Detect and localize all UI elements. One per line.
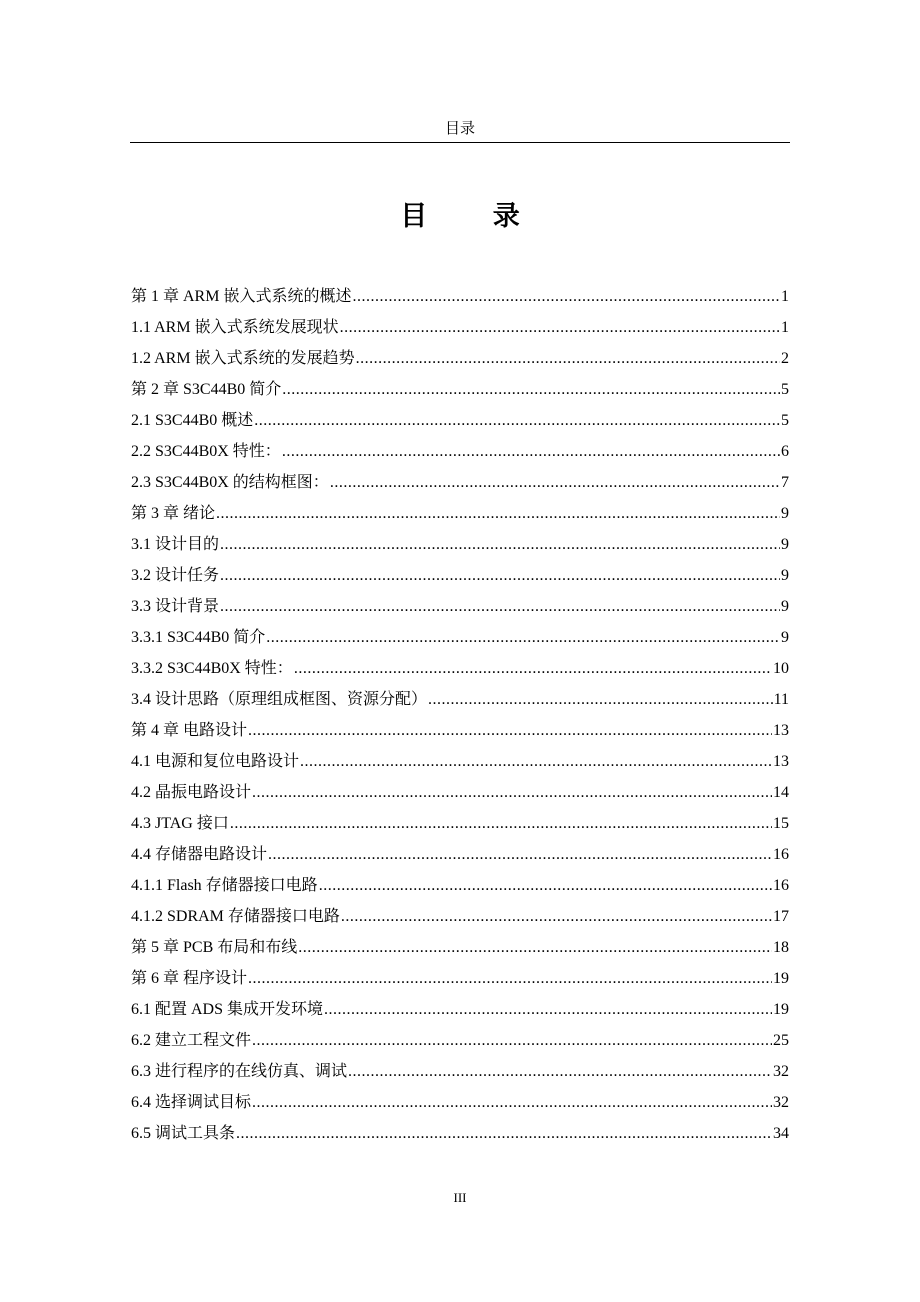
toc-entry-page: 18 <box>773 939 789 956</box>
page-title: 目 录 <box>400 201 548 232</box>
toc-entry[interactable] <box>131 377 789 408</box>
toc-leader-dots <box>236 1121 772 1147</box>
toc-entry[interactable] <box>131 842 789 873</box>
toc-leader-dots <box>352 284 780 310</box>
toc-entry-label: 6.4 选择调试目标 <box>131 1094 252 1111</box>
toc-leader-dots <box>330 470 780 496</box>
toc-leader-dots <box>324 997 772 1023</box>
toc-entry-page: 1 <box>781 288 789 305</box>
toc-entry-label: 4.2 晶振电路设计 <box>131 784 252 801</box>
toc-leader-dots <box>266 625 780 651</box>
toc-leader-dots <box>252 1028 772 1054</box>
toc-entry-label: 4.1.2 SDRAM 存储器接口电路 <box>131 908 340 925</box>
toc-entry-page: 19 <box>773 970 789 987</box>
toc-entry-label: 3.2 设计任务 <box>131 567 220 584</box>
toc-leader-dots <box>356 346 780 372</box>
toc-entry-page: 5 <box>781 381 789 398</box>
toc-entry-page: 11 <box>773 691 789 708</box>
toc-entry-page: 17 <box>773 908 789 925</box>
toc-entry-page: 2 <box>781 350 789 367</box>
toc-entry-label: 4.1.1 Flash 存储器接口电路 <box>131 877 318 894</box>
toc-entry-page: 19 <box>773 1001 789 1018</box>
running-header: 目录 <box>444 121 475 137</box>
toc-entry-page: 32 <box>773 1094 789 1111</box>
toc-entry-page: 13 <box>773 722 789 739</box>
toc-entry-page: 16 <box>773 877 789 894</box>
toc-entry[interactable] <box>131 1090 789 1121</box>
toc-entry[interactable] <box>131 687 789 718</box>
footer-page-number: III <box>453 1190 467 1205</box>
toc-entry-page: 32 <box>773 1063 789 1080</box>
toc-entry[interactable] <box>131 625 789 656</box>
toc-entry[interactable] <box>131 470 789 501</box>
toc-entry-label: 6.3 进行程序的在线仿真、调试 <box>131 1063 348 1080</box>
toc-leader-dots <box>282 377 780 403</box>
toc-leader-dots <box>252 1090 772 1116</box>
toc-entry-label: 6.1 配置 ADS 集成开发环境 <box>131 1001 324 1018</box>
toc-entry-label: 6.5 调试工具条 <box>131 1125 236 1142</box>
toc-entry[interactable] <box>131 935 789 966</box>
toc-entry[interactable] <box>131 718 789 749</box>
toc-entry[interactable] <box>131 1059 789 1090</box>
toc-entry-label: 3.4 设计思路（原理组成框图、资源分配） <box>131 691 428 708</box>
toc-entry[interactable] <box>131 408 789 439</box>
toc-entry-page: 15 <box>773 815 789 832</box>
toc-entry-label: 第 4 章 电路设计 <box>131 722 248 739</box>
toc-entry-page: 10 <box>773 660 789 677</box>
toc-leader-dots <box>248 718 772 744</box>
toc-entry[interactable] <box>131 594 789 625</box>
toc-entry-label: 第 6 章 程序设计 <box>131 970 248 987</box>
toc-entry[interactable] <box>131 656 789 687</box>
toc-entry-label: 1.1 ARM 嵌入式系统发展现状 <box>131 319 339 336</box>
toc-entry-page: 9 <box>781 536 789 553</box>
toc-entry-page: 9 <box>781 598 789 615</box>
toc-entry-page: 1 <box>781 319 789 336</box>
toc-entry[interactable] <box>131 284 789 315</box>
toc-leader-dots <box>268 842 772 868</box>
toc-leader-dots <box>220 594 780 620</box>
toc-leader-dots <box>252 780 772 806</box>
toc-entry-page: 9 <box>781 505 789 522</box>
toc-entry-page: 25 <box>773 1032 789 1049</box>
toc-leader-dots <box>282 439 780 465</box>
toc-leader-dots <box>300 749 772 775</box>
toc-entry-label: 第 2 章 S3C44B0 简介 <box>131 381 282 398</box>
toc-entry-page: 13 <box>773 753 789 770</box>
toc-leader-dots <box>248 966 772 992</box>
toc-entry[interactable] <box>131 1028 789 1059</box>
toc-entry[interactable] <box>131 1121 789 1152</box>
toc-entry-page: 14 <box>773 784 789 801</box>
toc-leader-dots <box>216 501 780 527</box>
toc-entry-label: 1.2 ARM 嵌入式系统的发展趋势 <box>131 350 355 367</box>
table-of-contents <box>131 284 789 1152</box>
toc-leader-dots <box>348 1059 772 1085</box>
toc-entry-label: 4.3 JTAG 接口 <box>131 815 229 832</box>
toc-entry-label: 3.3 设计背景 <box>131 598 220 615</box>
toc-leader-dots <box>319 873 772 899</box>
toc-entry-label: 4.4 存储器电路设计 <box>131 846 268 863</box>
toc-entry-page: 16 <box>773 846 789 863</box>
toc-entry[interactable] <box>131 532 789 563</box>
toc-entry-label: 2.2 S3C44B0X 特性： <box>131 443 281 460</box>
header-rule <box>130 142 790 143</box>
toc-entry-label: 第 1 章 ARM 嵌入式系统的概述 <box>131 288 352 305</box>
toc-entry[interactable] <box>131 346 789 377</box>
toc-entry[interactable] <box>131 315 789 346</box>
toc-entry[interactable] <box>131 501 789 532</box>
toc-entry[interactable] <box>131 749 789 780</box>
toc-entry[interactable] <box>131 904 789 935</box>
toc-leader-dots <box>340 315 780 341</box>
toc-leader-dots <box>428 687 773 713</box>
toc-entry-label: 第 3 章 绪论 <box>131 505 216 522</box>
toc-entry-label: 3.1 设计目的 <box>131 536 220 553</box>
toc-entry[interactable] <box>131 873 789 904</box>
toc-entry-page: 9 <box>781 629 789 646</box>
toc-entry[interactable] <box>131 563 789 594</box>
toc-entry-label: 3.3.1 S3C44B0 简介 <box>131 629 266 646</box>
toc-entry-label: 6.2 建立工程文件 <box>131 1032 252 1049</box>
toc-leader-dots <box>254 408 780 434</box>
toc-entry-label: 2.1 S3C44B0 概述 <box>131 412 254 429</box>
toc-leader-dots <box>298 935 772 961</box>
toc-entry-page: 34 <box>773 1125 789 1142</box>
toc-leader-dots <box>230 811 772 837</box>
toc-entry-label: 3.3.2 S3C44B0X 特性： <box>131 660 293 677</box>
toc-entry[interactable] <box>131 780 789 811</box>
toc-entry-page: 6 <box>781 443 789 460</box>
toc-entry-label: 2.3 S3C44B0X 的结构框图： <box>131 474 329 491</box>
toc-leader-dots <box>220 563 780 589</box>
toc-entry-page: 9 <box>781 567 789 584</box>
toc-entry-page: 5 <box>781 412 789 429</box>
toc-entry[interactable] <box>131 966 789 997</box>
toc-entry-label: 第 5 章 PCB 布局和布线 <box>131 939 298 956</box>
toc-entry-label: 4.1 电源和复位电路设计 <box>131 753 300 770</box>
toc-entry[interactable] <box>131 997 789 1028</box>
toc-leader-dots <box>220 532 780 558</box>
toc-entry-page: 7 <box>781 474 789 491</box>
toc-leader-dots <box>294 656 772 682</box>
toc-leader-dots <box>341 904 772 930</box>
toc-entry[interactable] <box>131 811 789 842</box>
toc-entry[interactable] <box>131 439 789 470</box>
